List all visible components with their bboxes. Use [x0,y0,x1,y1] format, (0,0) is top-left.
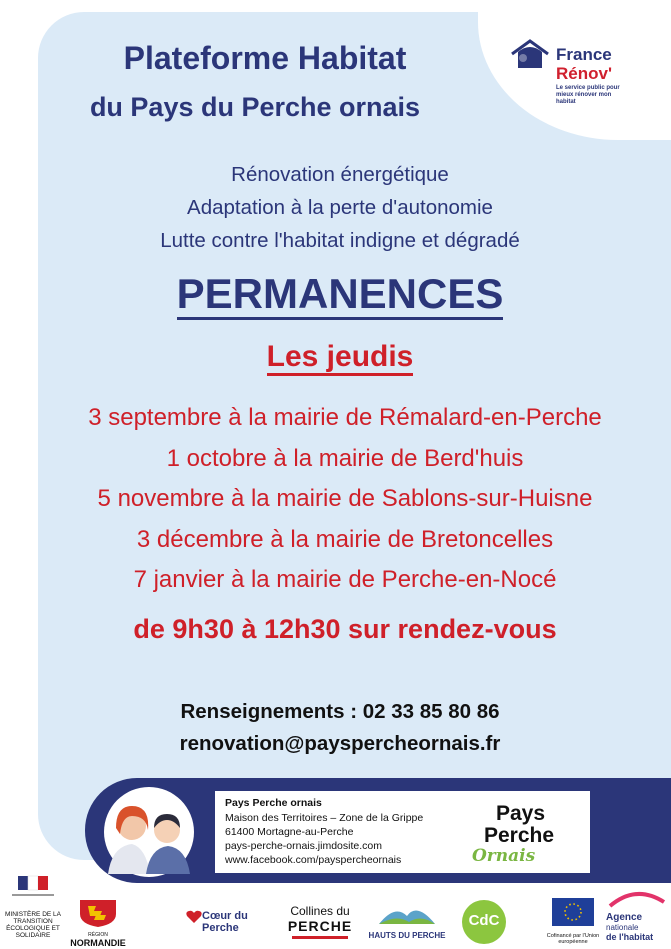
page-subtitle: du Pays du Perche ornais [89,92,421,122]
contact-website-link[interactable]: pays-perche-ornais.jimdosite.com [225,840,382,852]
france-renov-name: France [556,45,612,64]
date-item: 3 décembre à la mairie de Bretoncelles [136,525,554,553]
permanences-heading: PERMANENCES [40,270,640,318]
date-item: 3 septembre à la mairie de Rémalard-en-Perche [88,404,602,431]
swoosh-icon [606,890,666,908]
people-illustration [94,786,204,878]
eu-logo: Cofinancé par l'Union européenne [542,898,604,948]
marianne-flag-icon [4,874,62,902]
anah-logo: Agence nationale de l'habitat [606,890,671,948]
theme-item: Lutte contre l'habitat indigne et dégradé [160,229,520,252]
lions-shield-icon [78,898,118,928]
france-renov-logo [508,38,648,128]
theme-item: Adaptation à la perte d'autonomie [187,196,493,219]
hauts-du-perche-logo: HAUTS DU PERCHE [366,900,448,946]
ministere-logo: MINISTÈRE DE LA TRANSITION ÉCOLOGIQUE ET SOLIDAIRE [4,874,62,948]
hills-icon [377,900,437,926]
phone-line: Renseignements : 02 33 85 80 86 [180,700,500,723]
days-label: Les jeudis [40,340,640,374]
collines-du-perche-logo: Collines du PERCHE [284,904,356,946]
email-line: renovation@payspercheornais.fr [179,732,501,755]
contact-address: Maison des Territoires – Zone de la Grippe [225,812,424,824]
pays-perche-logo: Pays Perche Ornais [472,802,555,866]
contact-facebook-link[interactable]: www.facebook.com/payspercheornais [225,854,402,866]
dates-list [20,398,670,601]
heart-icon [186,910,202,924]
date-item: 7 janvier à la mairie de Perche-en-Nocé [133,566,557,593]
france-renov-name-accent: Rénov' [556,64,612,83]
normandie-logo: RÉGION NORMANDIE [70,898,126,948]
contact-city: 61400 Mortagne-au-Perche [225,826,354,838]
theme-item: Rénovation énergétique [231,163,449,186]
hours-line: de 9h30 à 12h30 sur rendez-vous [133,614,557,644]
date-item: 1 octobre à la mairie de Berd'huis [166,444,524,472]
france-renov-tagline: Le service public pour mieux rénover mon habitat [556,85,620,105]
eu-flag-icon [552,898,594,926]
house-icon [508,38,552,72]
contact-name: Pays Perche ornais [225,797,322,809]
page-title: Plateforme Habitat [123,40,407,76]
cdc-logo: CdC [458,898,510,946]
coeur-du-perche-logo: Cœur du Perche [186,902,274,938]
themes-list [40,158,640,257]
date-item: 5 novembre à la mairie de Sablons-sur-Huisne [97,485,593,512]
